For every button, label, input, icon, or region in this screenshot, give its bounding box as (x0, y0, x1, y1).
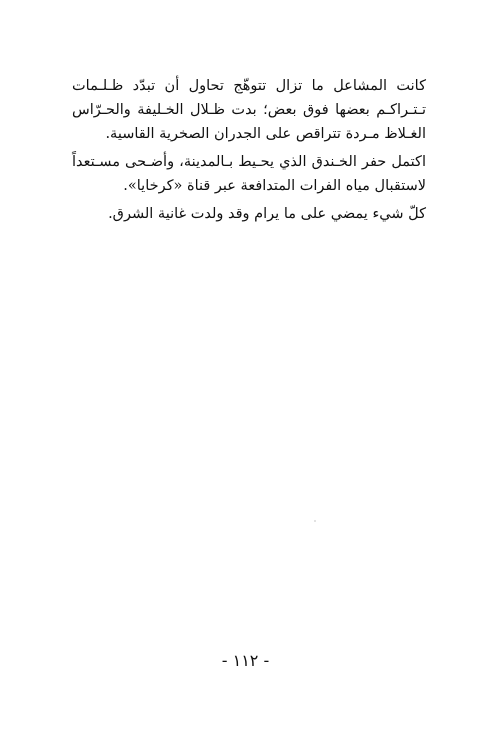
paragraph-1: كانت المشاعل ما تزال تتوهّج تحاول أن تبدّد ظـلـمات تـتـراكـم بعضها فوق بعض؛ بدت ظـلال الخـليفة والحـرّاس الغـلاظ مـردة تتراقص على الجدران الصخرية القاسية. (72, 78, 426, 142)
paper-speck (314, 520, 316, 522)
page-number: - ١١٢ - (221, 651, 270, 670)
body-text (72, 74, 426, 226)
paragraph-3: كلّ شيء يمضي على ما يرام وقد ولدت غانية الشرق. (108, 206, 426, 222)
paragraph-2: اكتمل حفر الخـندق الذي يحـيط بـالمدينة، وأضـحى مسـتعداً لاستقبال مياه الفرات المتدافعة عبر قناة «كرخايا». (72, 154, 426, 194)
